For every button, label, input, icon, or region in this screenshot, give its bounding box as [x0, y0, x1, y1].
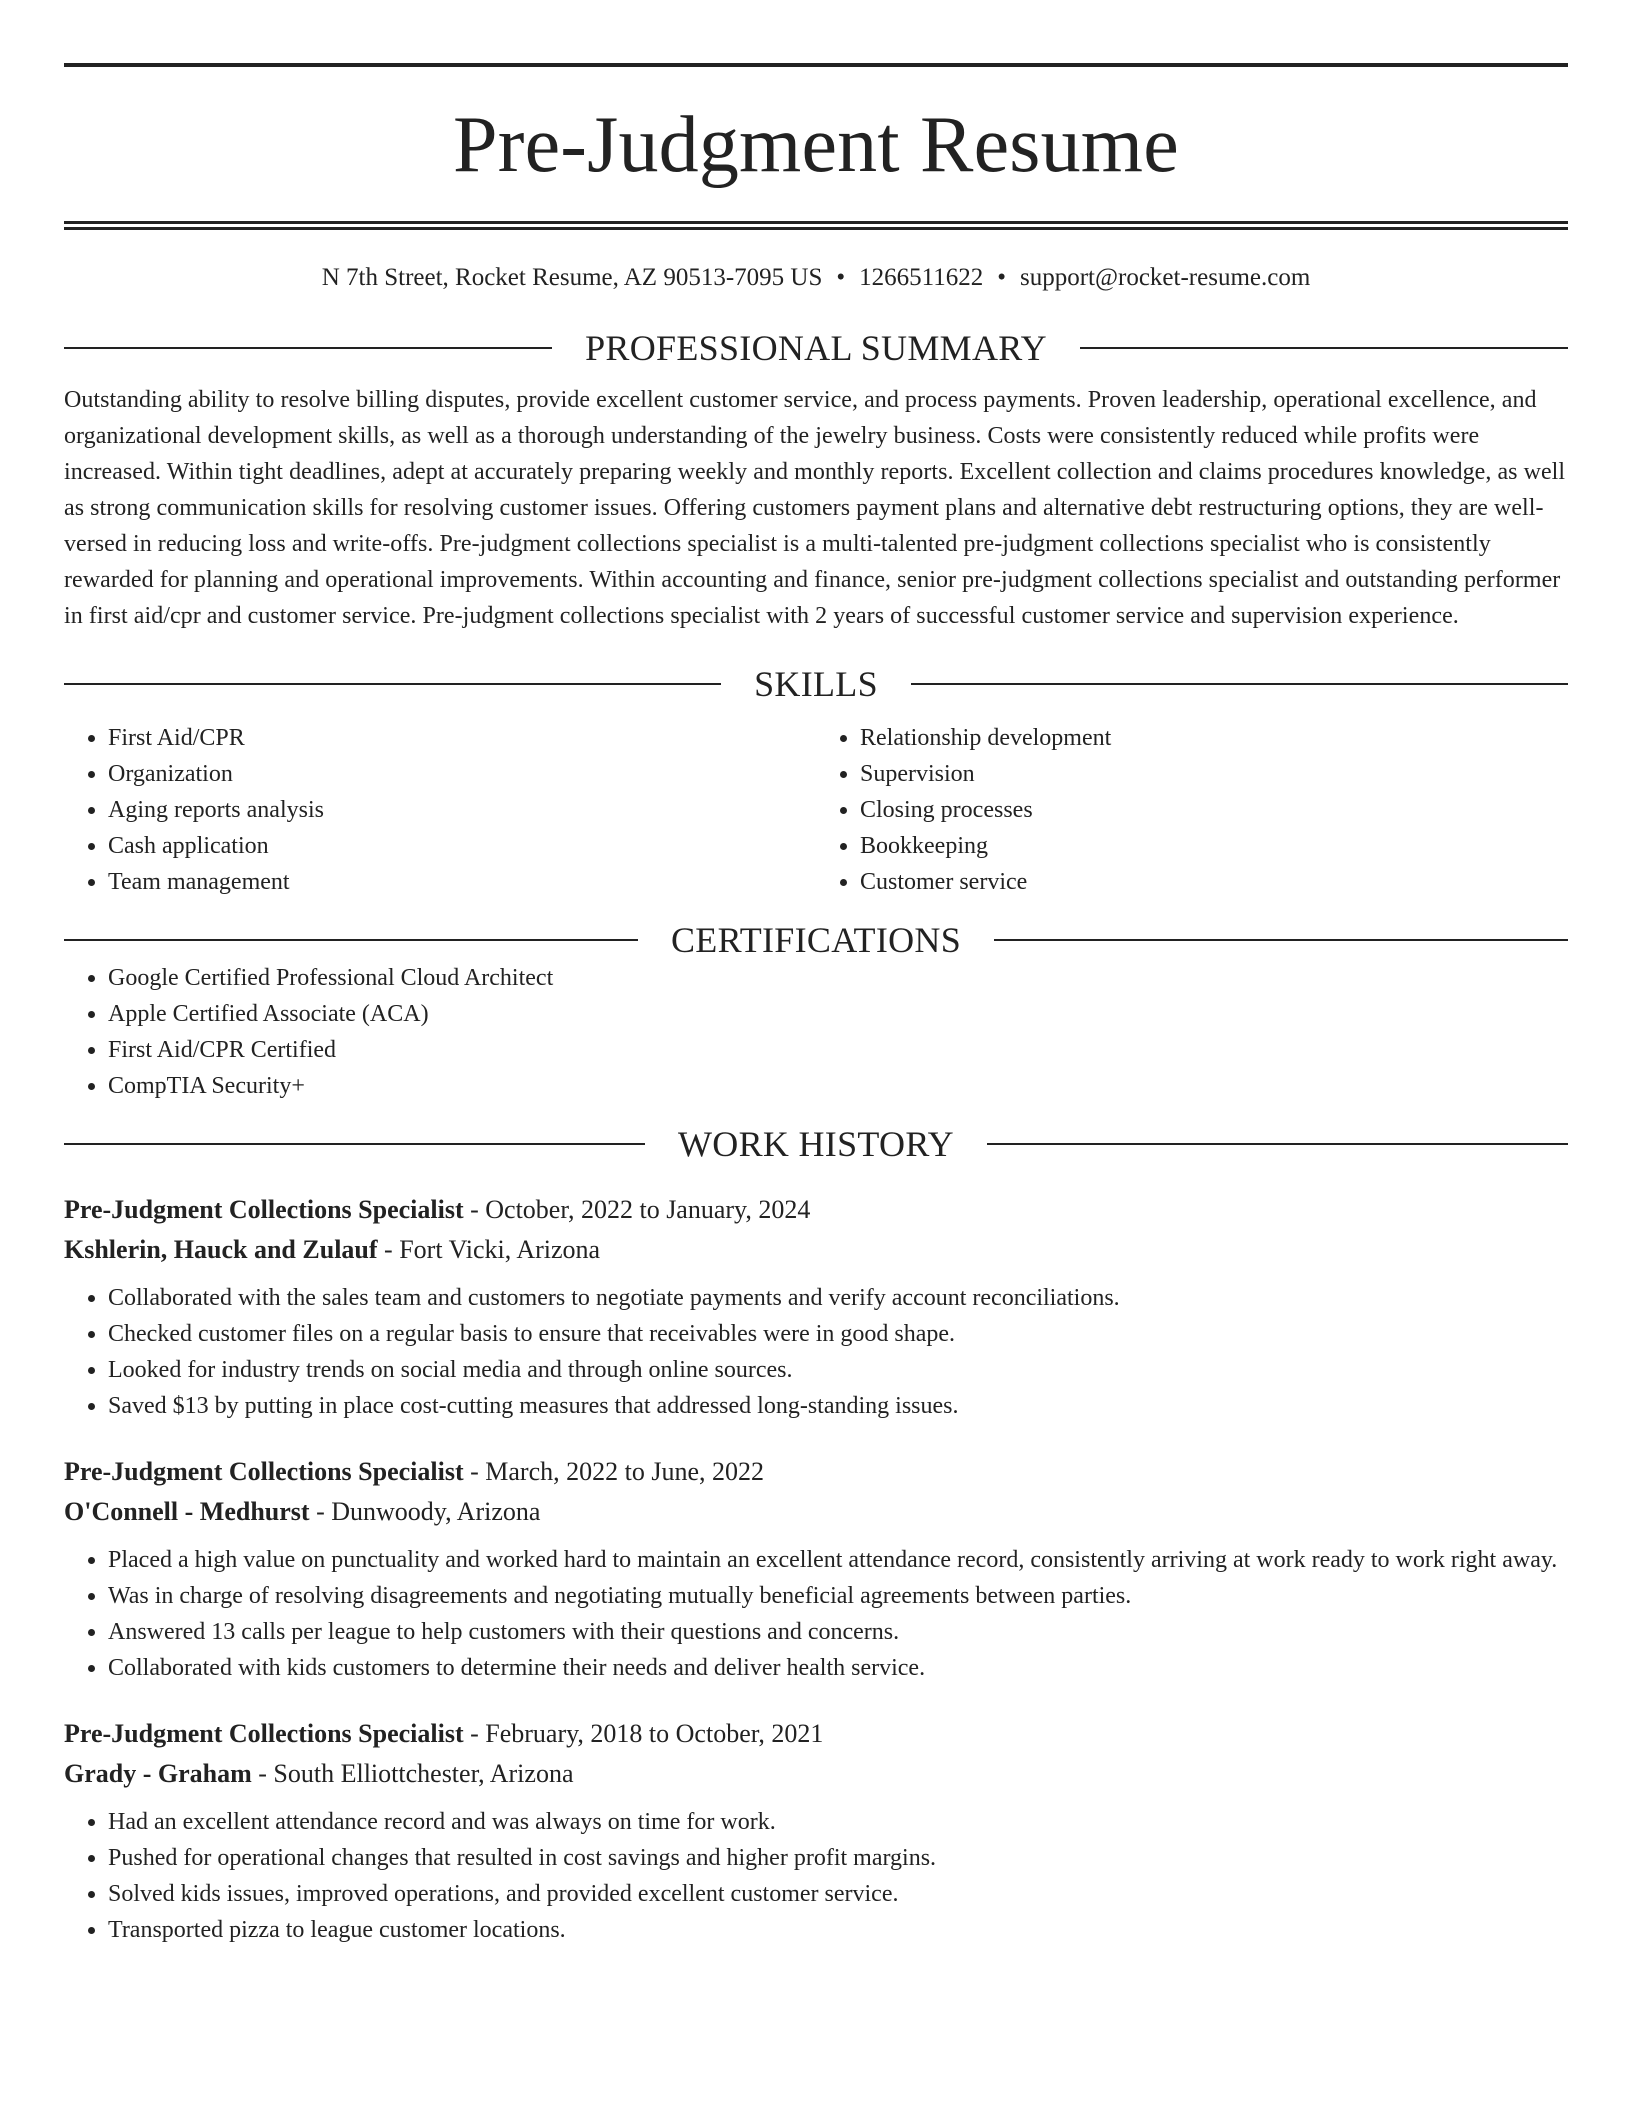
heading-rule-left [64, 347, 552, 349]
skill-item: • Cash application [108, 828, 816, 864]
heading-rule-left [64, 1143, 645, 1145]
contact-address: N 7th Street, Rocket Resume, AZ 90513-7095 US [321, 264, 823, 291]
skill-item: • Customer service [860, 864, 1568, 900]
job-bullet: • Collaborated with kids customers to determine their needs and deliver health service. [108, 1650, 1568, 1686]
contact-separator: • [997, 264, 1006, 291]
certification-item: • Google Certified Professional Cloud Architect [108, 960, 1568, 996]
job-bullet: • Transported pizza to league customer locations. [108, 1912, 1568, 1948]
work-history-section-heading [64, 1124, 1568, 1164]
job-entry [64, 1714, 1568, 1948]
skills-list-right [816, 720, 1568, 900]
skill-item: • Organization [108, 756, 816, 792]
job-company-line [64, 1230, 1568, 1270]
contact-separator: • [836, 264, 846, 291]
certifications-list [64, 960, 1568, 1104]
skills-list-left [64, 720, 816, 900]
contact-phone: 1266511622 [859, 264, 984, 291]
job-location: - South Elliottchester, Arizona [251, 1759, 574, 1788]
job-title-line [64, 1714, 1568, 1754]
skill-item: • Relationship development [860, 720, 1568, 756]
skill-item: • Supervision [860, 756, 1568, 792]
job-bullet: • Had an excellent attendance record and was always on time for work. [108, 1804, 1568, 1840]
heading-rule-right [1080, 347, 1568, 349]
skills-section-heading [64, 664, 1568, 704]
job-bullet: • Looked for industry trends on social media and through online sources. [108, 1352, 1568, 1388]
header-double-rule [64, 221, 1568, 230]
skills-heading-title: SKILLS [754, 664, 878, 704]
job-entry [64, 1452, 1568, 1686]
heading-rule-right [987, 1143, 1568, 1145]
heading-rule-right [911, 683, 1568, 685]
summary-section-heading [64, 328, 1568, 368]
resume-name: Pre-Judgment Resume [453, 101, 1179, 189]
heading-rule-left [64, 939, 638, 941]
certifications-heading-title: CERTIFICATIONS [670, 920, 962, 960]
job-location: - Dunwoody, Arizona [309, 1497, 541, 1526]
certifications-section-heading [64, 920, 1568, 960]
heading-rule-right [994, 939, 1568, 941]
job-bullet: • Collaborated with the sales team and customers to negotiate payments and verify account reconciliations. [108, 1280, 1568, 1316]
job-bullets [64, 1542, 1568, 1686]
certification-item: • CompTIA Security+ [108, 1068, 1568, 1104]
job-company-line [64, 1492, 1568, 1532]
job-title-line [64, 1452, 1568, 1492]
skills-columns [64, 720, 1568, 900]
summary-text: Outstanding ability to resolve billing disputes, provide excellent customer service, and process payments. Proven leadership, operational excellence, and organizational development skills, as well as a thorough understanding of the jewelry business. Costs were consistently reduced while profits were increased. Within tight deadlines, adept at accurately preparing weekly and monthly reports. Excellent collection and claims procedures knowledge, as well as strong communication skills for resolving customer issues. Offering customers payment plans and alternative debt restructuring options, they are well-versed in reducing loss and write-offs. Pre-judgment collections specialist is a multi-talented pre-judgment collections specialist who is consistently rewarded for planning and operational improvements. Within accounting and finance, senior pre-judgment collections specialist and outstanding performer in first aid/cpr and customer service. Pre-judgment collections specialist with 2 years of successful customer service and supervision experience. [64, 387, 1566, 629]
job-bullet: • Was in charge of resolving disagreements and negotiating mutually beneficial agreements between parties. [108, 1578, 1568, 1614]
job-bullets [64, 1280, 1568, 1424]
skill-item: • Team management [108, 864, 816, 900]
job-company: O'Connell - Medhurst [64, 1497, 310, 1526]
job-dates: - October, 2022 to January, 2024 [463, 1195, 811, 1224]
job-bullet: • Solved kids issues, improved operations, and provided excellent customer service. [108, 1876, 1568, 1912]
heading-rule-left [64, 683, 721, 685]
skill-item: • First Aid/CPR [108, 720, 816, 756]
job-title: Pre-Judgment Collections Specialist [64, 1195, 464, 1224]
skill-item: • Bookkeeping [860, 828, 1568, 864]
job-title-line [64, 1190, 1568, 1230]
job-title: Pre-Judgment Collections Specialist [64, 1457, 464, 1486]
job-bullet: • Answered 13 calls per league to help customers with their questions and concerns. [108, 1614, 1568, 1650]
job-bullets [64, 1804, 1568, 1948]
skill-item: • Closing processes [860, 792, 1568, 828]
job-company-line [64, 1754, 1568, 1794]
job-company: Kshlerin, Hauck and Zulauf [64, 1235, 378, 1264]
job-title: Pre-Judgment Collections Specialist [64, 1719, 464, 1748]
job-bullet: • Placed a high value on punctuality and worked hard to maintain an excellent attendance record, consistently arriving at work ready to work right away. [108, 1542, 1568, 1578]
top-rule [64, 63, 1568, 67]
summary-heading-title: PROFESSIONAL SUMMARY [585, 328, 1047, 368]
job-dates: - March, 2022 to June, 2022 [463, 1457, 765, 1486]
certification-item: • First Aid/CPR Certified [108, 1032, 1568, 1068]
job-location: - Fort Vicki, Arizona [377, 1235, 601, 1264]
job-company: Grady - Graham [64, 1759, 252, 1788]
job-dates: - February, 2018 to October, 2021 [463, 1719, 824, 1748]
job-bullet: • Saved $13 by putting in place cost-cutting measures that addressed long-standing issues. [108, 1388, 1568, 1424]
job-bullet: • Checked customer files on a regular basis to ensure that receivables were in good shape. [108, 1316, 1568, 1352]
contact-email: support@rocket-resume.com [1019, 264, 1311, 291]
work-history-heading-title: WORK HISTORY [678, 1124, 954, 1164]
certification-item: • Apple Certified Associate (ACA) [108, 996, 1568, 1032]
job-entry [64, 1190, 1568, 1424]
contact-line [64, 263, 1568, 293]
job-bullet: • Pushed for operational changes that resulted in cost savings and higher profit margins. [108, 1840, 1568, 1876]
skill-item: • Aging reports analysis [108, 792, 816, 828]
